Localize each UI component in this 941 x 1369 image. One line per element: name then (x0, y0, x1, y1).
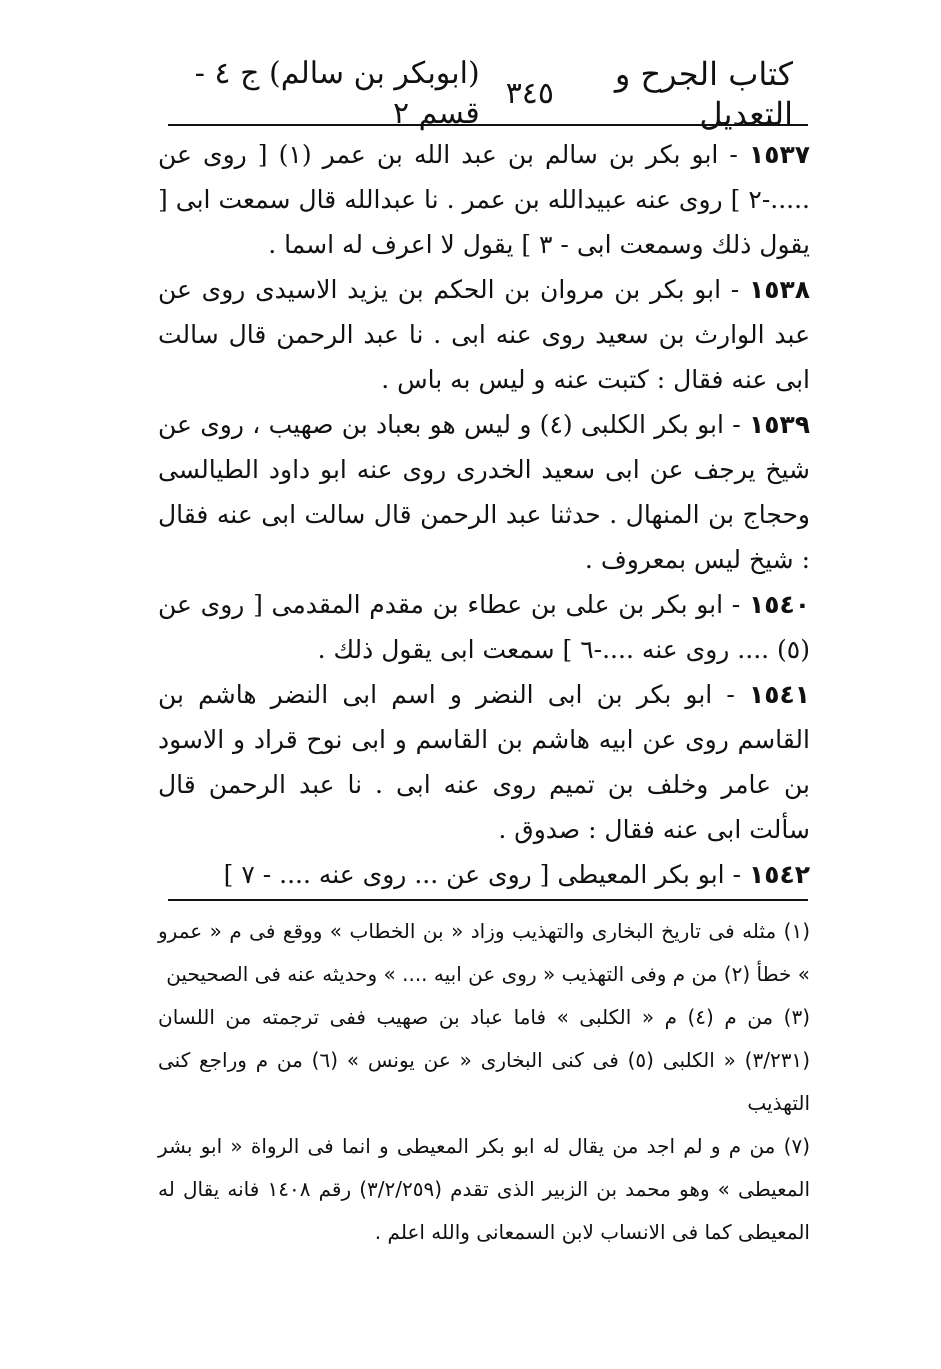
footnote-divider (168, 899, 808, 901)
entry-text: - ابو بكر بن على بن عطاء بن مقدم المقدمى [ روى عن (٥) .... روى عنه ....-٦ ] سمعت ابى يقول ذلك . (158, 590, 810, 664)
entry (158, 267, 810, 402)
entry (158, 582, 810, 672)
entry-text: - ابو بكر المعيطى [ روى عن ... روى عنه .... - ٧ ] (223, 860, 741, 889)
entry-number: ١٥٤٢ (748, 860, 810, 889)
entry-number: ١٥٣٩ (748, 410, 810, 439)
page-number: ٣٤٥ (505, 76, 555, 111)
entry (158, 402, 810, 582)
running-head: (ابوبكر بن سالم) ج ٤ - قسم ٢ (194, 56, 480, 131)
footnote: (١) مثله فى تاريخ البخارى والتهذيب وزاد « بن الخطاب » ووقع فى م « عمرو » خطأ (٢) من م وفى التهذيب « روى عن ابيه .... » وحديثه عنه فى الصحيحين (158, 919, 810, 986)
footnote: (٣) من م (٤) م « الكلبى » فاما عباد بن صهيب ففى ترجمته من اللسان (٣/٢٣١) « الكلبى (٥) فى كنى البخارى « عن يونس » (٦) من م وراجع كنى التهذيب (158, 1005, 811, 1115)
entry-text: - ابو بكر الكلبى (٤) و ليس هو بعباد بن صهيب ، روى عن شيخ يرجف عن ابى سعيد الخدرى روى عنه ابو داود الطيالسى وحجاج بن المنهال . حدثنا عبد الرحمن قال سالت ابى عنه فقال : شيخ ليس بمعروف . (158, 410, 810, 574)
entry-text: - ابو بكر بن مروان بن الحكم بن يزيد الاسيدى روى عن عبد الوارث بن سعيد روى عنه ابى . نا عبد الرحمن قال سالت ابى عنه فقال : كتبت عنه و ليس به باس . (158, 275, 810, 394)
entry (158, 852, 810, 897)
entry-text: - ابو بكر بن ابى النضر و اسم ابى النضر هاشم بن القاسم روى عن ابيه هاشم بن القاسم و ابى نوح قراد و الاسود بن عامر وخلف بن تميم روى عنه ابى . نا عبد الرحمن قال سألت ابى عنه فقال : صدوق . (158, 680, 810, 844)
header-divider (168, 124, 808, 126)
header-meta (168, 54, 554, 134)
footnote: (٧) من م و لم اجد من يقال له ابو بكر المعيطى و انما فى الرواة « ابو بشر المعيطى » وهو محمد بن الزبير الذى تقدم (٣/٢/٢٥٩) رقم ١٤٠٨ فانه يقال له المعيطى كما فى الانساب لابن السمعانى والله اعلم . (158, 1134, 811, 1244)
entry-number: ١٥٣٧ (748, 140, 811, 169)
entry (158, 132, 810, 267)
entry-text: - ابو بكر بن سالم بن عبد الله بن عمر (١) [ روى عن .....-٢ ] روى عنه عبيدالله بن عمر . نا عبدالله قال سمعت ابى [ يقول ذلك وسمعت ابى - ٣ ] يقول لا اعرف له اسما . (158, 140, 810, 259)
entry-number: ١٥٣٨ (748, 275, 810, 304)
entry-number: ١٥٤٠ (748, 590, 810, 619)
page-header (168, 55, 793, 133)
entry-number: ١٥٤١ (748, 680, 810, 709)
footnotes-section (158, 910, 810, 1254)
entries-section (158, 132, 810, 897)
entry (158, 672, 810, 852)
book-title: كتاب الجرح و التعديل (614, 55, 793, 133)
